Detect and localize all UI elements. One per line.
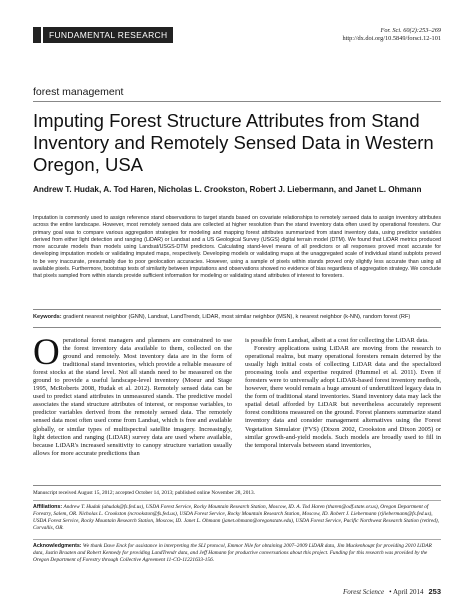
keywords-top-divider	[33, 309, 441, 310]
manuscript-dates: Manuscript received August 15, 2012; accepted October 14, 2013; published online November 28, 2013.	[33, 490, 255, 496]
affiliations-label: Affiliations:	[33, 504, 63, 510]
category-divider	[33, 101, 441, 102]
body-column-left	[33, 332, 232, 458]
footer-journal: Forest Science	[343, 588, 385, 596]
keywords-text: gradient nearest neighbor (GNN), Landsat, LandTrendr, LiDAR, most similar neighbor (MSN), k nearest neighbor (k-NN), random forest (RF)	[63, 314, 411, 320]
keywords-bottom-divider	[33, 327, 441, 328]
journal-meta	[342, 27, 441, 43]
article-title: Imputing Forest Structure Attributes from Stand Inventory and Remotely Sensed Data in Western Oregon, USA	[33, 110, 434, 175]
acknowledgments-text: We thank Dave Enck for assistance in interpreting the SLI protocol, Emmor Nile for obtaining 2007–2009 LiDAR data, Jim Muckenhoupt for providing 2010 LiDAR data, Justin Braaten and Robert Kennedy for providing LandTrendr data, and Jeff Hamann for productive conversations about this project. Funding for this research was provided by the Oregon Department of Forestry through Collective Agreement 11-CO-11221633-156.	[33, 543, 432, 563]
abstract: Imputation is commonly used to assign reference stand observations to target stands based on covariate relationships to remotely sensed data to assign inventory attributes across the entire landscape. However, most remotely sensed data are collected at higher resolution than the stand inventory data often used by operational foresters. Our primary goal was to compare various aggregation strategies for modeling and mapping forest attributes summarized from stand inventory data, using predictor variables derived from either light detection and ranging (LiDAR) or Landsat and a US Geological Survey (USGS) digital terrain model (DTM). We found that LiDAR metrics produced more accurate models than models using Landsat/USGS-DTM predictors. Calculating stand-level means of all predictors or all responses proved most accurate for developing imputation models or validating imputed maps, respectively. Developing models or validating maps at the unaggregated scale of individual stand subplots proved to be very inaccurate, presumably due to poor geolocation accuracies. However, using a sample of pixels within stands proved only slightly less accurate than using all available pixels. Furthermore, bootstrap tests of similarity between imputations and observations showed no evidence of bias regardless of aggregation strategy. We conclude that pixels sampled from within stands provide sufficient information for modeling or validating stand attributes of interest to foresters.	[33, 215, 441, 280]
doi-link[interactable]: http://dx.doi.org/10.5849/forsci.12-101	[342, 35, 441, 42]
article-category: forest management	[33, 86, 124, 98]
acknowledgments	[33, 543, 441, 564]
affiliations-text: Andrew T. Hudak (ahudak@fs.fed.us), USDA Forest Service, Rocky Mountain Research Station, Moscow, ID. A. Tod Haren (tharen@odf.state.or.us), Oregon Department of Forestry, Salem, OR. Nicholas L. Crookston (ncrookston@fs.fed.us), USDA Forest Service, Rocky Mountain Research Station, Moscow, ID. Robert J. Liebermann (rjliebermann@fs.fed.us), USDA Forest Service, Rocky Mountain Research Station, Moscow, ID. Janet L. Ohmann (janet.ohmann@oregonstate.edu), USDA Forest Service, Pacific Northwest Research Station (retired), Corvallis, OR.	[33, 504, 439, 531]
page-number: 253	[428, 587, 441, 596]
section-marker	[33, 27, 43, 43]
keywords-label: Keywords:	[33, 314, 62, 320]
footnote-divider	[33, 485, 441, 486]
affiliations	[33, 504, 441, 532]
drop-cap: O	[33, 332, 60, 373]
body-paragraph: Forestry applications using LiDAR are moving from the research to operational realms, but many operational foresters remain deterred by the usually high initial costs of collecting LiDAR data and the specialized processing tools and expertise required (Hummel et al. 2011). Even if foresters were to universally adopt LiDAR-based forest inventory methods, however, there would remain a huge amount of underutilized legacy data in the form of traditional stand inventories. Stand inventory data may lack the spatial detail afforded by LiDAR but nevertheless accurately represent forest conditions measured on the ground. Forest planners summarize stand inventory data and consider management alternatives using the Forest Vegetation Simulator (FVS) (Dixon 2002, Crookston and Dixon 2005) or similar growth-and-yield models. Such models are broadly used to fill in the temporal intervals between stand inventories,	[245, 345, 441, 449]
page-footer	[343, 587, 441, 596]
footnote-divider	[33, 500, 441, 501]
author-list: Andrew T. Hudak, A. Tod Haren, Nicholas L. Crookston, Robert J. Liebermann, and Janet L. Ohmann	[33, 185, 422, 194]
footer-date: • April 2014	[389, 588, 424, 596]
section-label: FUNDAMENTAL RESEARCH	[49, 30, 168, 40]
body-paragraph: is possible from Landsat, albeit at a cost for collecting the LiDAR data.	[245, 337, 429, 344]
keywords	[33, 313, 441, 321]
body-paragraph: perational forest managers and planners are constrained to use the forest inventory data available to them, collected on the ground and remotely. Most inventory data are in the form of traditional stand inventories, which provide a reliable measure of forest stocks at the stand level. Not all stands need to be measured on the ground to provide a useful landscape-level inventory (Moeur and Stage 1995, McRoberts 2008, Hudak et al. 2012). Remotely sensed data can be used to predict stand attributes in unmeasured stands. The predictive model associates the stand structure attributes of interest, or response variables, to predictor variables derived from the remotely sensed data. The remotely sensed data most often used come from Landsat, which is free and available globally, or similar types of multispectral satellite imagery. Increasingly, light detection and ranging (LiDAR) survey data are used where available, because LiDAR's increased sensitivity to canopy structure variation usually allows for more accurate predictions than	[33, 337, 232, 457]
journal-citation: For. Sci. 60(2):253–269	[380, 27, 441, 34]
acknowledgments-label: Acknowledgments:	[33, 543, 82, 549]
footnote-divider	[33, 539, 441, 540]
body-column-right	[245, 337, 441, 450]
section-label-box	[33, 27, 173, 43]
